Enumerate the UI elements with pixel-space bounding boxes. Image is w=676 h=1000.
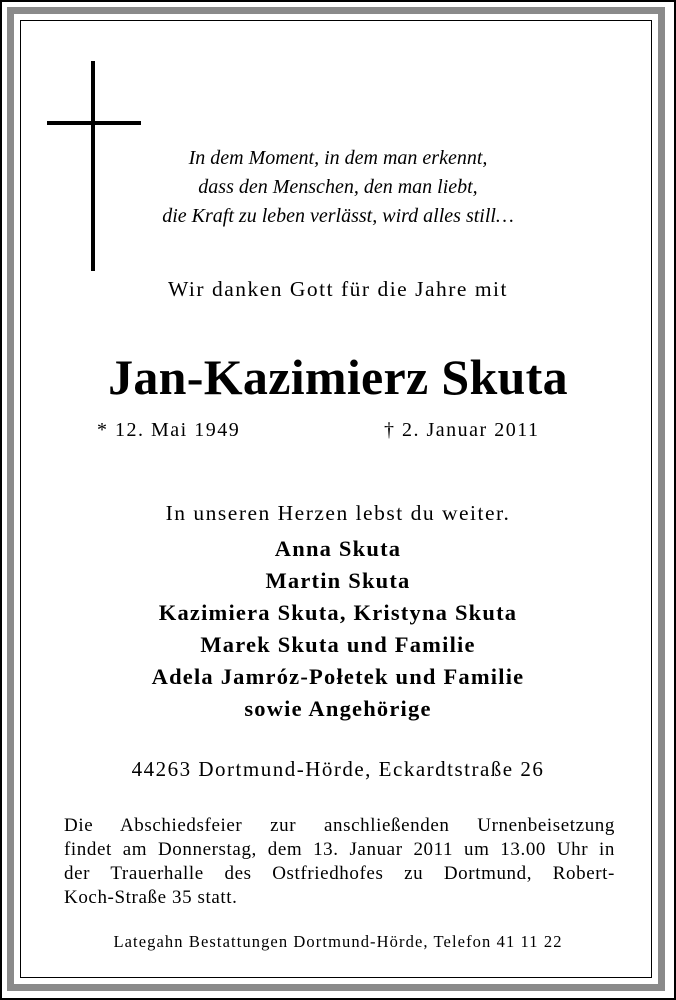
address-line: 44263 Dortmund-Hörde, Eckardtstraße 26: [131, 757, 545, 781]
quote-line: In dem Moment, in dem man erkennt,: [188, 147, 488, 169]
mourner-line: Adela Jamróz-Połetek und Familie: [151, 664, 525, 689]
mourner-line: Marek Skuta und Familie: [200, 632, 476, 657]
thanks-line: Wir danken Gott für die Jahre mit: [168, 277, 508, 301]
quote-line: dass den Menschen, den man liebt,: [198, 176, 478, 198]
notice-line: der Trauerhalle des Ostfriedhofes zu Dortmund, Robert-: [64, 863, 615, 884]
mourner-line: Anna Skuta: [274, 536, 402, 561]
mourner-line: Kazimiera Skuta, Kristyna Skuta: [158, 600, 518, 625]
funeral-home-footer: Lategahn Bestattungen Dortmund-Hörde, Telefon 41 11 22: [113, 932, 563, 951]
cross-horizontal-bar: [47, 121, 141, 125]
mourner-line: sowie Angehörige: [244, 696, 432, 721]
heart-line: In unseren Herzen lebst du weiter.: [165, 501, 511, 525]
deceased-name: Jan-Kazimierz Skuta: [108, 349, 568, 405]
mourners-list: [0, 533, 676, 725]
quote-line: die Kraft zu leben verlässt, wird alles still…: [162, 205, 514, 227]
notice-line: findet am Donnerstag, dem 13. Januar 2011 um 13.00 Uhr in: [64, 839, 615, 860]
birth-date: * 12. Mai 1949: [97, 419, 241, 441]
death-date: † 2. Januar 2011: [384, 419, 540, 441]
mourner-line: Martin Skuta: [265, 568, 411, 593]
notice-line: Die Abschiedsfeier zur anschließenden Urnenbeisetzung: [64, 815, 615, 836]
ceremony-notice: [64, 814, 615, 910]
notice-line: Koch-Straße 35 statt.: [64, 887, 238, 908]
